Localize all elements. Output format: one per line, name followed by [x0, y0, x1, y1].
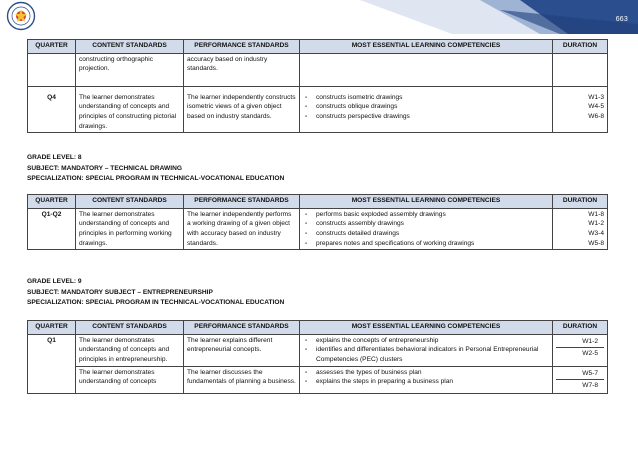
competency-item: - explains the concepts of entrepreneurship	[305, 336, 439, 344]
col-header-performance-standards: PERFORMANCE STANDARDS	[184, 321, 300, 335]
performance-standard-cell: The learner independently constructs isometric views of a given object based on industry standards.	[184, 86, 300, 133]
col-header-performance-standards: PERFORMANCE STANDARDS	[184, 40, 300, 54]
subject-label: SUBJECT: MANDATORY – TECHNICAL DRAWING	[27, 164, 182, 172]
page-number: 663	[615, 16, 628, 23]
grade8-heading	[27, 153, 284, 185]
competency-item: - performs basic exploded assembly drawings	[305, 210, 446, 218]
table-row	[28, 366, 608, 393]
deped-seal-logo	[6, 1, 36, 31]
content-standard-cell: The learner demonstrates understanding of concepts and principles in performing working drawings.	[76, 208, 184, 250]
col-header-quarter: QUARTER	[28, 40, 76, 54]
table-row	[28, 334, 608, 366]
competencies-cell	[300, 208, 553, 250]
table-header-row	[28, 195, 608, 209]
col-header-duration: DURATION	[553, 40, 608, 54]
competency-item: - assesses the types of business plan	[305, 368, 422, 376]
duration-cell: W1-2 W2-5	[553, 334, 608, 366]
competency-item: - prepares notes and specifications of working drawings	[305, 239, 475, 247]
competency-item: - constructs assembly drawings	[305, 220, 404, 228]
col-header-duration: DURATION	[553, 195, 608, 209]
competency-table-technical-drawing-cont	[27, 39, 608, 133]
competency-table-grade8	[27, 194, 608, 250]
col-header-content-standards: CONTENT STANDARDS	[76, 321, 184, 335]
competencies-cell	[300, 86, 553, 133]
col-header-content-standards: CONTENT STANDARDS	[76, 40, 184, 54]
performance-standard-cell: The learner discusses the fundamentals of planning a business.	[184, 366, 300, 393]
quarter-cell: Q1-Q2	[28, 208, 76, 250]
competencies-cell	[300, 334, 553, 366]
table-row	[28, 86, 608, 133]
col-header-content-standards: CONTENT STANDARDS	[76, 195, 184, 209]
content-standard-cell: The learner demonstrates understanding of concepts and principles in entrepreneurship.	[76, 334, 184, 366]
subject-label: SUBJECT: MANDATORY SUBJECT – ENTREPRENEURSHIP	[27, 288, 213, 296]
col-header-quarter: QUARTER	[28, 195, 76, 209]
duration-cell: W1-3 W4-5 W6-8	[553, 86, 608, 133]
competency-item: - constructs detailed drawings	[305, 229, 400, 237]
col-header-quarter: QUARTER	[28, 321, 76, 335]
grade-level-label: GRADE LEVEL: 9	[27, 278, 82, 285]
performance-standard-cell: accuracy based on industry standards.	[184, 53, 300, 86]
table-row	[28, 208, 608, 250]
content-standard-cell: constructing orthographic projection.	[76, 53, 184, 86]
competency-item: - explains the steps in preparing a business plan	[305, 378, 454, 386]
duration-cell: W1-8 W1-2 W3-4 W5-8	[553, 208, 608, 250]
specialization-label: SPECIALIZATION: SPECIAL PROGRAM IN TECHNICAL-VOCATIONAL EDUCATION	[27, 175, 285, 182]
grade9-heading	[27, 277, 284, 309]
col-header-performance-standards: PERFORMANCE STANDARDS	[184, 195, 300, 209]
duration-cell: W5-7 W7-8	[553, 366, 608, 393]
performance-standard-cell: The learner independently performs a working drawing of a given object with accuracy based on industry standards.	[184, 208, 300, 250]
specialization-label: SPECIALIZATION: SPECIAL PROGRAM IN TECHNICAL-VOCATIONAL EDUCATION	[27, 299, 285, 306]
grade-level-label: GRADE LEVEL: 8	[27, 154, 82, 161]
quarter-cell: Q4	[28, 86, 76, 133]
competencies-cell	[300, 366, 553, 393]
col-header-competencies: MOST ESSENTIAL LEARNING COMPETENCIES	[300, 195, 553, 209]
col-header-competencies: MOST ESSENTIAL LEARNING COMPETENCIES	[300, 321, 553, 335]
competency-table-grade9	[27, 320, 608, 394]
table-row	[28, 53, 608, 86]
table-header-row	[28, 40, 608, 54]
competency-item: - constructs perspective drawings	[305, 112, 410, 120]
table-header-row	[28, 321, 608, 335]
content-standard-cell: The learner demonstrates understanding of concepts	[76, 366, 184, 393]
quarter-cell: Q1	[28, 334, 76, 394]
content-standard-cell: The learner demonstrates understanding of concepts and principles of constructing pictorial drawings.	[76, 86, 184, 133]
competency-item: - constructs isometric drawings	[305, 93, 403, 101]
col-header-competencies: MOST ESSENTIAL LEARNING COMPETENCIES	[300, 40, 553, 54]
header-band	[0, 0, 638, 34]
col-header-duration: DURATION	[553, 321, 608, 335]
competency-item: - identifies and differentiates behavioral indicators in Personal Entrepreneurial Competencies (PEC) clusters	[305, 346, 539, 363]
competency-item: - constructs oblique drawings	[305, 103, 398, 111]
performance-standard-cell: The learner explains different entrepreneurial concepts.	[184, 334, 300, 366]
